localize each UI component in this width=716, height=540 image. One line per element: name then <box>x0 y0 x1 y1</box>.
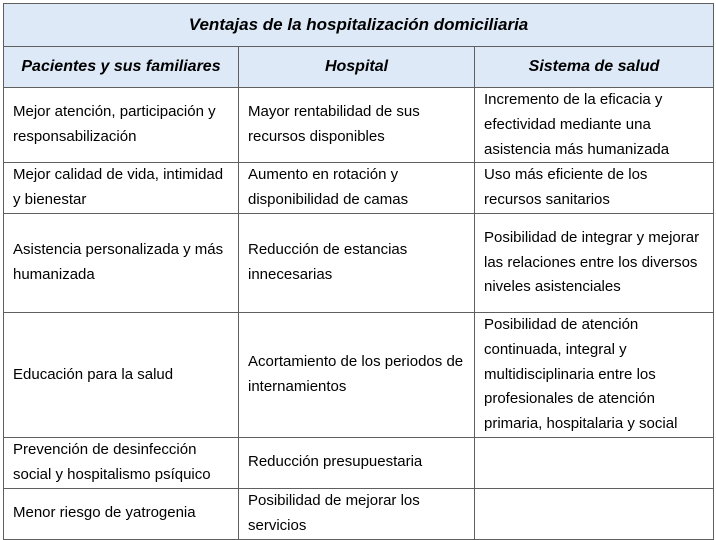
table-row <box>4 312 714 437</box>
table-row <box>4 488 714 539</box>
column-header-patients: Pacientes y sus familiares <box>4 47 239 88</box>
table-title: Ventajas de la hospitalización domiciliaria <box>4 4 714 47</box>
column-header-hospital: Hospital <box>239 47 475 88</box>
table-row <box>4 213 714 312</box>
cell-patients: Prevención de desinfección social y hospitalismo psíquico <box>4 437 239 488</box>
cell-health-system: Incremento de la eficacia y efectividad mediante una asistencia más humanizada <box>475 88 714 163</box>
cell-health-system: Posibilidad de integrar y mejorar las relaciones entre los diversos niveles asistenciales <box>475 213 714 312</box>
cell-hospital: Mayor rentabilidad de sus recursos disponibles <box>239 88 475 163</box>
column-header-health-system: Sistema de salud <box>475 47 714 88</box>
advantages-table <box>3 3 714 540</box>
cell-hospital: Aumento en rotación y disponibilidad de camas <box>239 163 475 214</box>
table-row <box>4 437 714 488</box>
table-row <box>4 163 714 214</box>
cell-patients: Menor riesgo de yatrogenia <box>4 488 239 539</box>
cell-hospital: Reducción presupuestaria <box>239 437 475 488</box>
cell-patients: Educación para la salud <box>4 312 239 437</box>
cell-patients: Mejor atención, participación y responsabilización <box>4 88 239 163</box>
cell-hospital: Reducción de estancias innecesarias <box>239 213 475 312</box>
cell-hospital: Posibilidad de mejorar los servicios <box>239 488 475 539</box>
column-header-row <box>4 47 714 88</box>
table-row <box>4 88 714 163</box>
cell-health-system: Uso más eficiente de los recursos sanitarios <box>475 163 714 214</box>
cell-health-system: Posibilidad de atención continuada, integral y multidisciplinaria entre los profesionales de atención primaria, hospitalaria y social <box>475 312 714 437</box>
cell-patients: Asistencia personalizada y más humanizada <box>4 213 239 312</box>
cell-patients: Mejor calidad de vida, intimidad y bienestar <box>4 163 239 214</box>
cell-health-system <box>475 488 714 539</box>
cell-hospital: Acortamiento de los periodos de internamientos <box>239 312 475 437</box>
table-title-row <box>4 4 714 47</box>
cell-health-system <box>475 437 714 488</box>
